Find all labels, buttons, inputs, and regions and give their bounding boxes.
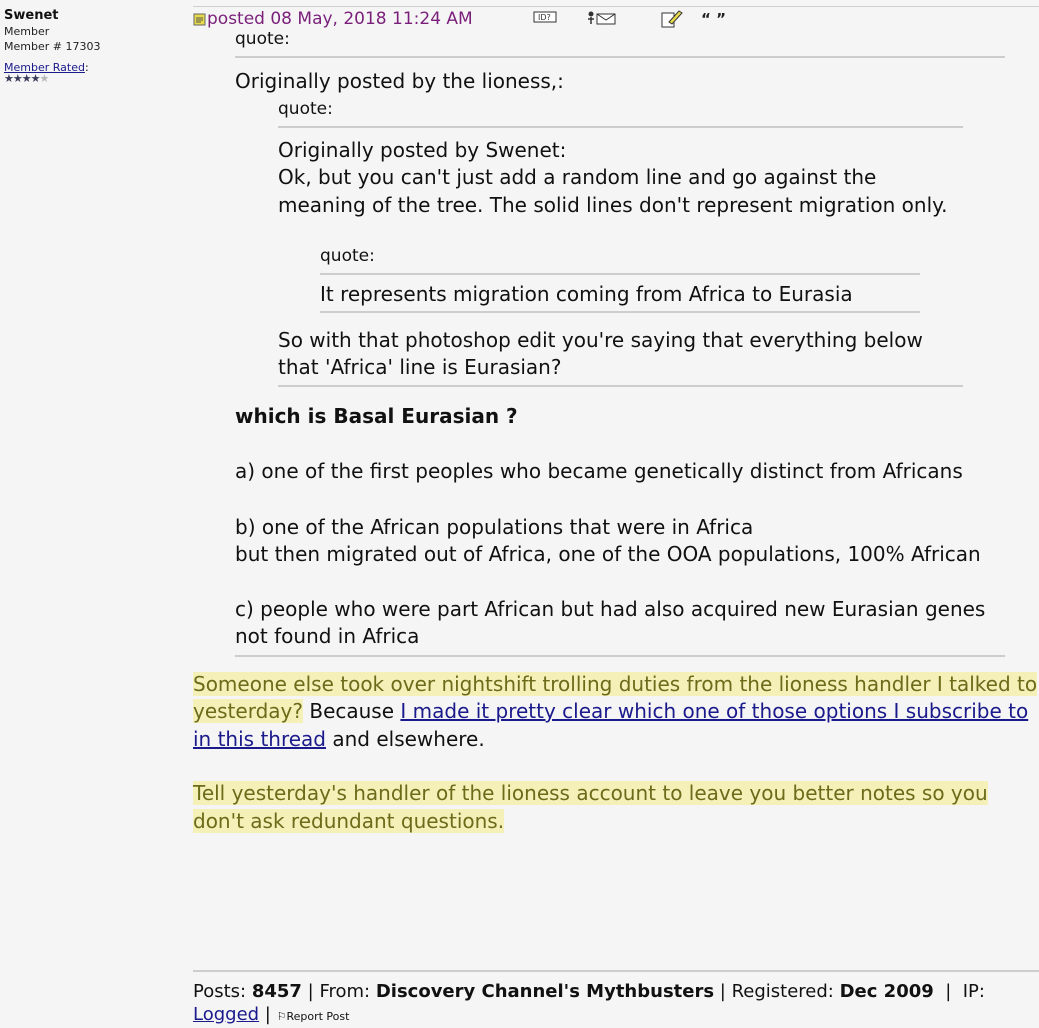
quote-label: quote: — [235, 29, 290, 49]
quote-label: quote: — [278, 98, 333, 119]
quote-body: Ok, but you can't just add a random line and go against the meaning of the tree. The solid lines don't represent migration only. — [278, 165, 948, 217]
member-rating: Member Rated: ★★★★★ — [4, 62, 184, 84]
member-number: Member # 17303 — [4, 40, 101, 53]
highlighted-text: Tell yesterday's handler of the lioness account to leave you better notes so you don't ask redundant questions. — [193, 781, 988, 833]
location: Discovery Channel's Mythbusters — [375, 981, 715, 1002]
author-name[interactable]: Swenet — [4, 8, 59, 23]
post-header — [193, 6, 1039, 33]
report-post-button[interactable]: ⚐Report Post — [276, 1010, 350, 1023]
svg-text:ID?: ID? — [538, 13, 551, 22]
quote-block-3 — [320, 245, 920, 313]
quote-origin: Originally posted by the lioness,: — [235, 69, 564, 93]
reply-paragraph-1: Someone else took over nightshift trolling duties from the lioness handler I talked to yesterday? Because I made it pretty clear which one of those options I subscribe to in this thread and elsewhere. — [193, 671, 1038, 751]
star-icon: ★ — [21, 72, 31, 85]
star-icon: ★ — [30, 72, 40, 85]
thread-link[interactable]: I made it pretty clear which one of those options I subscribe to in this thread — [193, 699, 1029, 751]
quote-heading: which is Basal Eurasian ? — [235, 403, 518, 428]
quote-origin: Originally posted by Swenet: — [278, 137, 567, 162]
view-profile-icon[interactable] — [533, 10, 557, 27]
quote-body: It represents migration coming from Africa to Eurasia — [320, 282, 853, 306]
member-rated-link[interactable]: Member Rated — [4, 61, 85, 74]
author-role: Member — [4, 25, 50, 38]
quote-icon[interactable]: “ ” — [701, 10, 726, 28]
quote-block-2 — [278, 98, 963, 387]
send-message-icon[interactable] — [587, 10, 619, 29]
quote-block-1 — [235, 28, 1005, 657]
star-icon: ★ — [12, 72, 22, 85]
edit-post-icon[interactable] — [661, 10, 683, 31]
option-a: a) one of the first peoples who became genetically distinct from Africans — [235, 459, 963, 483]
star-icon: ★ — [4, 72, 13, 85]
reply-paragraph-2 — [193, 780, 1039, 835]
quote-label: quote: — [320, 246, 375, 266]
quote-body: So with that photoshop edit you're saying that everything below that 'Africa' line is Eurasian? — [278, 327, 930, 379]
option-b: b) one of the African populations that were in Africa but then migrated out of Africa, one of the OOA populations, 100% African — [235, 514, 981, 566]
logged-link[interactable]: Logged — [193, 1004, 260, 1025]
option-c: c) people who were part African but had also acquired new Eurasian genes not found in Africa — [235, 596, 992, 648]
post — [193, 6, 1039, 835]
report-icon: ⚐ — [276, 1010, 287, 1023]
post-count: 8457 — [251, 981, 302, 1002]
post-footer: Posts: 8457 | From: Discovery Channel's Mythbusters | Registered: Dec 2009 | IP: Logged | ⚐Report Post — [193, 970, 1039, 1028]
star-empty-icon: ★ — [39, 72, 49, 85]
registered-date: Dec 2009 — [839, 981, 934, 1002]
rating-stars — [4, 74, 184, 84]
highlighted-text: Someone else took over nightshift trolling duties from the lioness handler I talked to yesterday? — [193, 671, 1038, 723]
posted-date: posted 08 May, 2018 11:24 AM — [207, 9, 473, 29]
post-icon — [193, 11, 207, 31]
author-sidebar — [4, 8, 184, 84]
